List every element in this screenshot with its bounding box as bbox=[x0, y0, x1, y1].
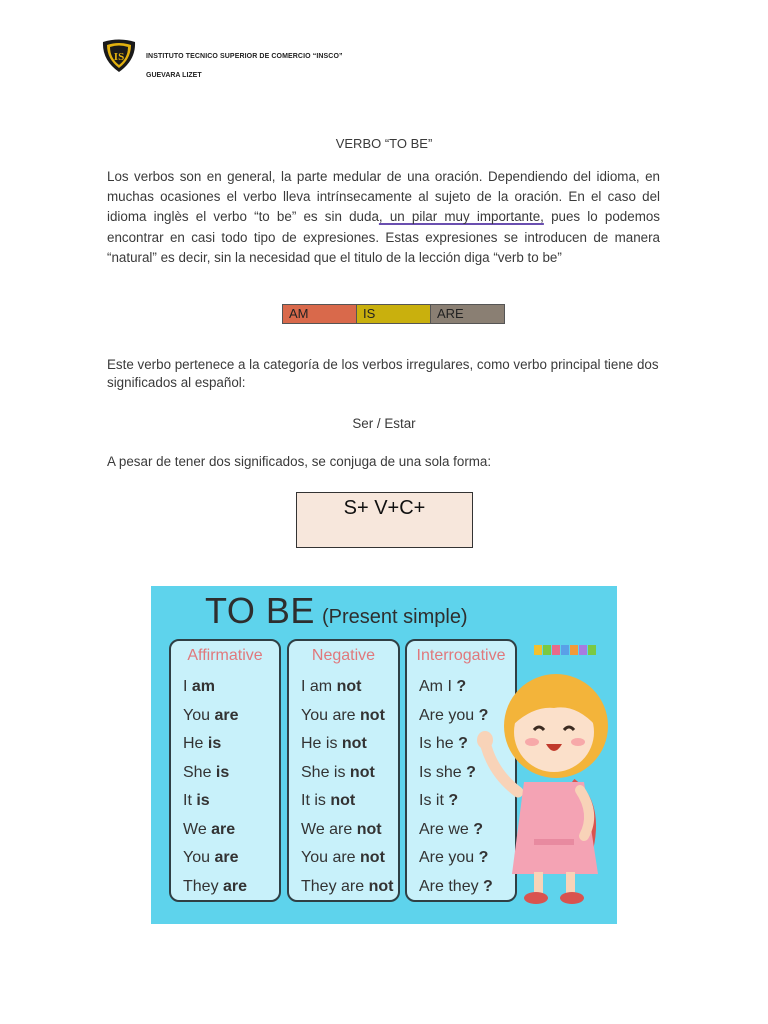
conjugation-row bbox=[183, 673, 247, 702]
row-plain-text: I am bbox=[301, 678, 337, 695]
conjugation-row bbox=[183, 702, 247, 731]
intro-text-before: Los verbos son en general, la parte medular de una oración. Dependiendo del idioma, en muchas ocasiones el verbo lleva intrínsecamente al sujeto de la oración. En el caso del idioma inglès el verbo “to be” es sin duda bbox=[107, 169, 660, 225]
author-name: GUEVARA LIZET bbox=[146, 72, 202, 79]
row-plain-text: He is bbox=[301, 735, 342, 752]
poster-title: TO BE bbox=[205, 590, 315, 631]
document-title: VERBO “TO BE” bbox=[335, 136, 433, 151]
row-bold-text: not bbox=[349, 763, 375, 781]
poster-subtitle: (Present simple) bbox=[322, 606, 468, 628]
svg-text:IS: IS bbox=[113, 51, 125, 63]
conjugation-row bbox=[183, 816, 247, 845]
row-plain-text: You are bbox=[301, 706, 361, 724]
row-bold-text: not bbox=[341, 735, 367, 752]
row-bold-text: ? bbox=[478, 706, 489, 724]
conjugation-row bbox=[301, 730, 393, 759]
conjugation-row bbox=[301, 702, 393, 731]
row-bold-text: are bbox=[214, 706, 239, 724]
row-bold-text: not bbox=[360, 706, 385, 724]
row-bold-text: are bbox=[214, 849, 239, 866]
conjugation-row bbox=[183, 873, 247, 902]
row-plain-text: I bbox=[183, 678, 192, 695]
row-plain-text: Is he bbox=[419, 735, 459, 752]
verb-form-am: AM bbox=[283, 305, 356, 323]
row-plain-text: Are you bbox=[419, 849, 479, 866]
row-plain-text: You are bbox=[301, 849, 361, 866]
verb-forms-table bbox=[282, 304, 505, 324]
row-bold-text: is bbox=[215, 763, 230, 781]
row-plain-text: She bbox=[183, 763, 216, 781]
row-bold-text: not bbox=[330, 792, 356, 809]
verb-form-is: IS bbox=[356, 305, 430, 323]
row-bold-text: not bbox=[368, 877, 394, 895]
row-bold-text: ? bbox=[473, 820, 484, 838]
conjugation-row bbox=[183, 759, 247, 788]
row-plain-text: Is it bbox=[419, 792, 449, 809]
row-plain-text: You bbox=[183, 706, 215, 724]
row-bold-text: is bbox=[207, 735, 222, 752]
meanings-line: Ser / Estar bbox=[352, 416, 416, 431]
verb-form-are: ARE bbox=[430, 305, 504, 323]
row-bold-text: ? bbox=[458, 735, 468, 752]
girl-illustration bbox=[476, 664, 611, 909]
conjugation-row bbox=[301, 844, 393, 873]
conjugation-row bbox=[301, 873, 393, 902]
conjugation-row bbox=[301, 759, 393, 788]
row-plain-text: Are they bbox=[419, 877, 484, 895]
row-plain-text: Is she bbox=[419, 763, 467, 781]
conjugation-paragraph: A pesar de tener dos significados, se conjuga de una sola forma: bbox=[107, 454, 492, 469]
to-be-poster bbox=[151, 586, 617, 924]
row-plain-text: We bbox=[183, 820, 212, 838]
row-plain-text: They bbox=[183, 877, 224, 895]
conjugation-row bbox=[301, 673, 393, 702]
column-rows bbox=[183, 673, 247, 901]
row-bold-text: ? bbox=[466, 763, 476, 781]
row-plain-text: It bbox=[183, 792, 197, 809]
intro-underlined-phrase: , un pilar muy importante, bbox=[378, 209, 544, 225]
row-plain-text: Are you bbox=[419, 706, 479, 724]
row-plain-text: You bbox=[183, 849, 215, 866]
row-bold-text: ? bbox=[483, 877, 493, 895]
column-heading: Negative bbox=[311, 647, 376, 664]
formula-text: S+ V+C+ bbox=[343, 497, 426, 519]
row-bold-text: ? bbox=[456, 678, 467, 695]
conjugation-row bbox=[301, 816, 393, 845]
row-bold-text: are bbox=[211, 820, 236, 838]
institution-name: INSTITUTO TECNICO SUPERIOR DE COMERCIO “INSCO” bbox=[146, 53, 343, 60]
conjugation-row bbox=[183, 730, 247, 759]
row-plain-text: It is bbox=[301, 792, 331, 809]
row-bold-text: ? bbox=[448, 792, 459, 809]
column-rows bbox=[301, 673, 393, 901]
column-heading: Interrogative bbox=[416, 647, 506, 664]
formula-box bbox=[296, 492, 473, 548]
row-plain-text: Am I bbox=[419, 678, 457, 695]
intro-text-after: pues lo podemos encontrar en casi todo tipo de expresiones. Estas expresiones se introducen de manera “natural” es decir, sin la necesidad que el titulo de la lección diga “verb to be” bbox=[107, 209, 660, 265]
conjugation-row bbox=[301, 787, 393, 816]
row-plain-text: They are bbox=[301, 877, 369, 895]
conjugation-row bbox=[183, 844, 247, 873]
row-bold-text: are bbox=[223, 877, 248, 895]
conjugation-row bbox=[183, 787, 247, 816]
row-bold-text: is bbox=[196, 792, 210, 809]
school-logo bbox=[100, 38, 138, 74]
row-bold-text: ? bbox=[478, 849, 489, 866]
row-plain-text: She is bbox=[301, 763, 350, 781]
row-bold-text: not bbox=[336, 678, 362, 695]
intro-paragraph bbox=[107, 167, 660, 268]
column-heading: Affirmative bbox=[187, 647, 263, 664]
affirmative-column bbox=[169, 639, 281, 902]
negative-column bbox=[287, 639, 400, 902]
category-paragraph: Este verbo pertenece a la categoría de los verbos irregulares, como verbo principal tiene dos significados al español: bbox=[107, 357, 659, 390]
row-plain-text: We are bbox=[301, 820, 357, 838]
row-plain-text: He bbox=[183, 735, 208, 752]
row-bold-text: not bbox=[360, 849, 385, 866]
row-bold-text: not bbox=[356, 820, 382, 838]
row-plain-text: Are we bbox=[419, 820, 474, 838]
row-bold-text: am bbox=[191, 678, 216, 695]
letter-blocks-icon bbox=[534, 644, 598, 656]
